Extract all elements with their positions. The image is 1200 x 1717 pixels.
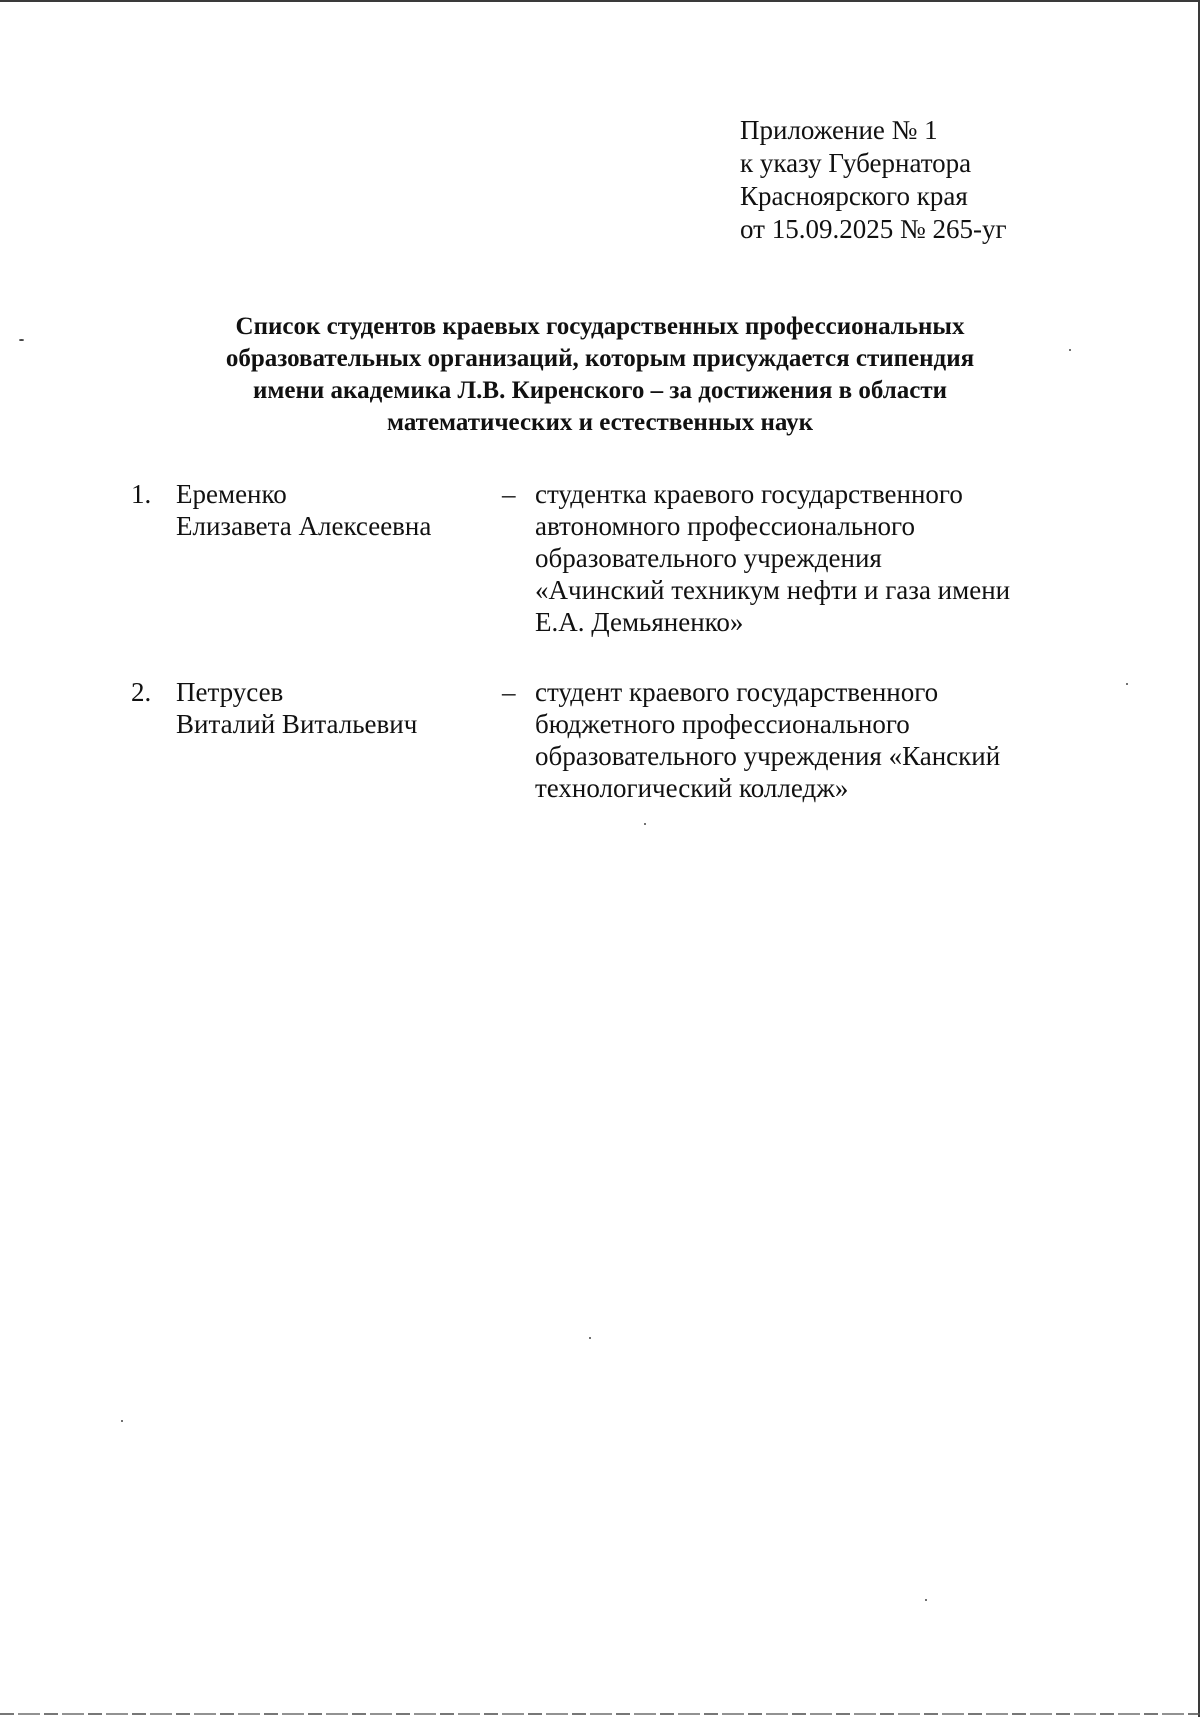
list-item-number: 1. <box>131 479 152 509</box>
annex-line: к указу Губернатора <box>740 148 972 178</box>
description-line: бюджетного профессионального <box>535 709 910 739</box>
scan-speck <box>644 823 646 825</box>
student-given-names: Елизавета Алексеевна <box>176 511 432 541</box>
description-line: студент краевого государственного <box>535 677 939 707</box>
description-line: технологический колледж» <box>535 773 849 803</box>
list-item-number: 2. <box>131 677 152 707</box>
title-line: имени академика Л.В. Киренского – за достижения в области <box>252 377 948 404</box>
annex-line: Красноярского края <box>740 181 968 211</box>
title-line: образовательных организаций, которым присуждается стипендия <box>225 345 975 372</box>
student-surname: Еременко <box>176 479 287 509</box>
description-line: Е.А. Демьяненко» <box>535 607 744 637</box>
annex-line: Приложение № 1 <box>740 115 938 145</box>
student-surname: Петрусев <box>176 677 284 707</box>
scan-edge-top <box>0 0 1200 2</box>
student-name <box>176 478 431 542</box>
description-line: автономного профессионального <box>535 511 915 541</box>
scan-speck <box>1069 349 1071 351</box>
scan-speck <box>925 1599 927 1601</box>
title-line: математических и естественных наук <box>386 409 814 436</box>
dash-separator: – <box>502 479 516 509</box>
scan-speck <box>589 1337 591 1339</box>
description-line: студентка краевого государственного <box>535 479 963 509</box>
description-line: «Ачинский техникум нефти и газа имени <box>535 575 1011 605</box>
title-line: Список студентов краевых государственных профессиональных <box>235 313 965 340</box>
description-line: образовательного учреждения «Канский <box>535 741 1001 771</box>
student-description <box>535 676 1000 804</box>
annex-header <box>740 114 1007 246</box>
student-given-names: Виталий Витальевич <box>176 709 418 739</box>
annex-line: от 15.09.2025 № 265-уг <box>740 214 1007 244</box>
scan-speck <box>19 339 24 341</box>
student-description <box>535 478 1010 638</box>
scan-speck <box>1126 683 1128 685</box>
scan-edge-bottom <box>0 1713 1200 1715</box>
dash-separator: – <box>502 677 516 707</box>
description-line: образовательного учреждения <box>535 543 882 573</box>
document-title <box>150 311 1050 439</box>
student-name <box>176 676 417 740</box>
scan-speck <box>121 1420 123 1422</box>
